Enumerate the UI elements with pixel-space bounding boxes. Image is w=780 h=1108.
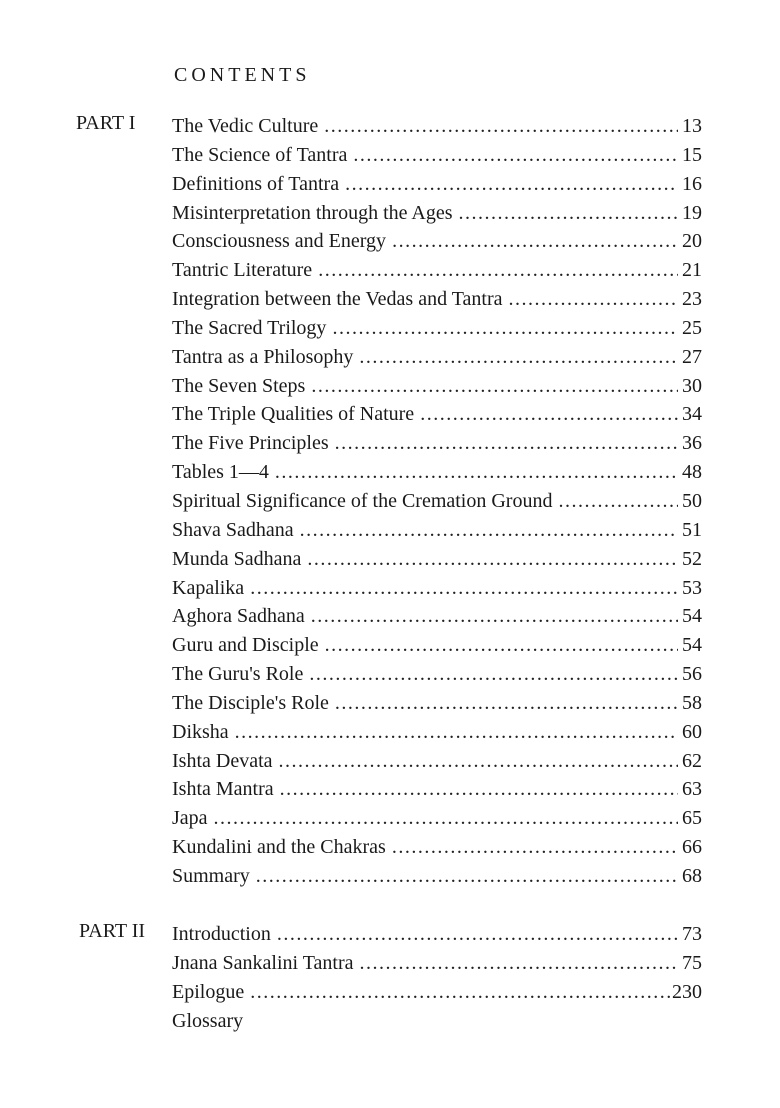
entry-title: The Guru's Role (172, 663, 304, 686)
toc-entry[interactable] (172, 689, 702, 718)
entry-page-number: 62 (682, 749, 702, 772)
dot-leader (335, 689, 678, 717)
toc-entry[interactable] (172, 1007, 702, 1036)
dot-leader (275, 458, 678, 486)
toc-entry[interactable] (172, 199, 702, 228)
part-label: PART I (76, 112, 136, 134)
dot-leader (311, 372, 678, 400)
entry-page-number: 19 (682, 201, 702, 224)
dot-leader (392, 833, 678, 861)
entry-title: The Triple Qualities of Nature (172, 403, 415, 426)
toc-entries (172, 920, 702, 1035)
dot-leader (325, 631, 678, 659)
entry-title: Ishta Devata (172, 749, 273, 772)
toc-entry[interactable] (172, 574, 702, 603)
entry-page-number: 23 (682, 288, 702, 311)
toc-entry[interactable] (172, 631, 702, 660)
entry-page-number: 54 (682, 634, 702, 657)
entry-page-number: 20 (682, 230, 702, 253)
entry-title: Japa (172, 807, 208, 830)
dot-leader (353, 141, 678, 169)
toc-entry[interactable] (172, 833, 702, 862)
part-label: PART II (79, 920, 146, 942)
toc-entry[interactable] (172, 141, 702, 170)
entry-page-number: 58 (682, 691, 702, 714)
entry-page-number: 51 (682, 518, 702, 541)
dot-leader (311, 602, 678, 630)
entry-title: Consciousness and Energy (172, 230, 387, 253)
toc-entry[interactable] (172, 170, 702, 199)
dot-leader (277, 920, 678, 948)
toc-entry[interactable] (172, 458, 702, 487)
entry-title: Munda Sadhana (172, 547, 302, 570)
entry-page-number: 63 (682, 778, 702, 801)
toc-entry[interactable] (172, 429, 702, 458)
dot-leader (332, 314, 678, 342)
dot-leader (459, 199, 678, 227)
toc-entry[interactable] (172, 747, 702, 776)
entry-title: The Five Principles (172, 432, 329, 455)
toc-entry[interactable] (172, 227, 702, 256)
contents-title: CONTENTS (174, 64, 311, 86)
toc-entry[interactable] (172, 545, 702, 574)
dot-leader (250, 978, 670, 1006)
toc-entry[interactable] (172, 862, 702, 891)
entry-title: Ishta Mantra (172, 778, 274, 801)
dot-leader (214, 804, 678, 832)
entry-title: Kundalini and the Chakras (172, 836, 386, 859)
dot-leader (300, 516, 678, 544)
entry-title: Misinterpretation through the Ages (172, 201, 453, 224)
entry-page-number: 34 (682, 403, 702, 426)
entry-title: Tantric Literature (172, 259, 313, 282)
toc-entry[interactable] (172, 660, 702, 689)
entry-page-number: 16 (682, 172, 702, 195)
entry-page-number: 15 (682, 143, 702, 166)
dot-leader (360, 949, 678, 977)
entry-title: The Science of Tantra (172, 143, 348, 166)
entry-page-number: 25 (682, 316, 702, 339)
entry-title: Definitions of Tantra (172, 172, 340, 195)
entry-page-number: 52 (682, 547, 702, 570)
toc-entry[interactable] (172, 602, 702, 631)
entry-title: The Seven Steps (172, 374, 306, 397)
entry-page-number: 50 (682, 489, 702, 512)
entry-page-number: 53 (682, 576, 702, 599)
entry-title: Introduction (172, 923, 271, 945)
entry-page-number: 73 (682, 923, 702, 945)
entry-title: Kapalika (172, 576, 245, 599)
dot-leader (256, 862, 678, 890)
entry-title: The Sacred Trilogy (172, 316, 327, 339)
dot-leader (250, 574, 678, 602)
entry-title: Diksha (172, 720, 229, 743)
toc-entry[interactable] (172, 400, 702, 429)
toc-entries (172, 112, 702, 891)
dot-leader (318, 256, 678, 284)
entry-title: Spiritual Significance of the Cremation Ground (172, 489, 553, 512)
entry-title: Glossary (172, 1009, 244, 1032)
dot-leader (279, 747, 678, 775)
dot-leader (335, 429, 678, 457)
toc-entry[interactable] (172, 775, 702, 804)
toc-entry[interactable] (172, 285, 702, 314)
entry-title: Jnana Sankalini Tantra (172, 951, 354, 974)
toc-entry[interactable] (172, 978, 702, 1007)
entry-page-number: 36 (682, 432, 702, 455)
entry-page-number: 27 (682, 345, 702, 368)
entry-page-number: 48 (682, 461, 702, 484)
toc-entry[interactable] (172, 920, 702, 949)
entry-title: The Vedic Culture (172, 115, 319, 137)
toc-entry[interactable] (172, 372, 702, 401)
dot-leader (420, 400, 678, 428)
entry-page-number: 65 (682, 807, 702, 830)
entry-title: Tables 1—4 (172, 461, 269, 484)
dot-leader (392, 227, 678, 255)
entry-page-number: 68 (682, 864, 702, 887)
entry-page-number: 56 (682, 663, 702, 686)
dot-leader (359, 343, 678, 371)
toc-entry[interactable] (172, 112, 702, 141)
entry-page-number: 30 (682, 374, 702, 397)
toc-entry[interactable] (172, 804, 702, 833)
entry-title: Epilogue (172, 980, 245, 1003)
toc-entry[interactable] (172, 949, 702, 978)
entry-page-number: 75 (682, 951, 702, 974)
toc-entry[interactable] (172, 256, 702, 285)
entry-page-number: 21 (682, 259, 702, 282)
entry-page-number: 60 (682, 720, 702, 743)
entry-title: Aghora Sadhana (172, 605, 305, 628)
toc-entry[interactable] (172, 718, 702, 747)
entry-title: Shava Sadhana (172, 518, 294, 541)
dot-leader (509, 285, 678, 313)
entry-page-number: 13 (682, 115, 702, 137)
toc-entry[interactable] (172, 487, 702, 516)
entry-page-number: 230 (672, 980, 702, 1003)
toc-entry[interactable] (172, 314, 702, 343)
dot-leader (235, 718, 678, 746)
entry-page-number: 54 (682, 605, 702, 628)
entry-title: Guru and Disciple (172, 634, 319, 657)
entry-title: Integration between the Vedas and Tantra (172, 288, 503, 311)
entry-title: Summary (172, 864, 250, 887)
toc-entry[interactable] (172, 343, 702, 372)
dot-leader (324, 112, 678, 140)
toc-entry[interactable] (172, 516, 702, 545)
dot-leader (558, 487, 678, 515)
entry-title: The Disciple's Role (172, 691, 329, 714)
dot-leader (307, 545, 678, 573)
dot-leader (280, 775, 678, 803)
dot-leader (345, 170, 678, 198)
entry-page-number: 66 (682, 836, 702, 859)
dot-leader (309, 660, 678, 688)
entry-title: Tantra as a Philosophy (172, 345, 354, 368)
